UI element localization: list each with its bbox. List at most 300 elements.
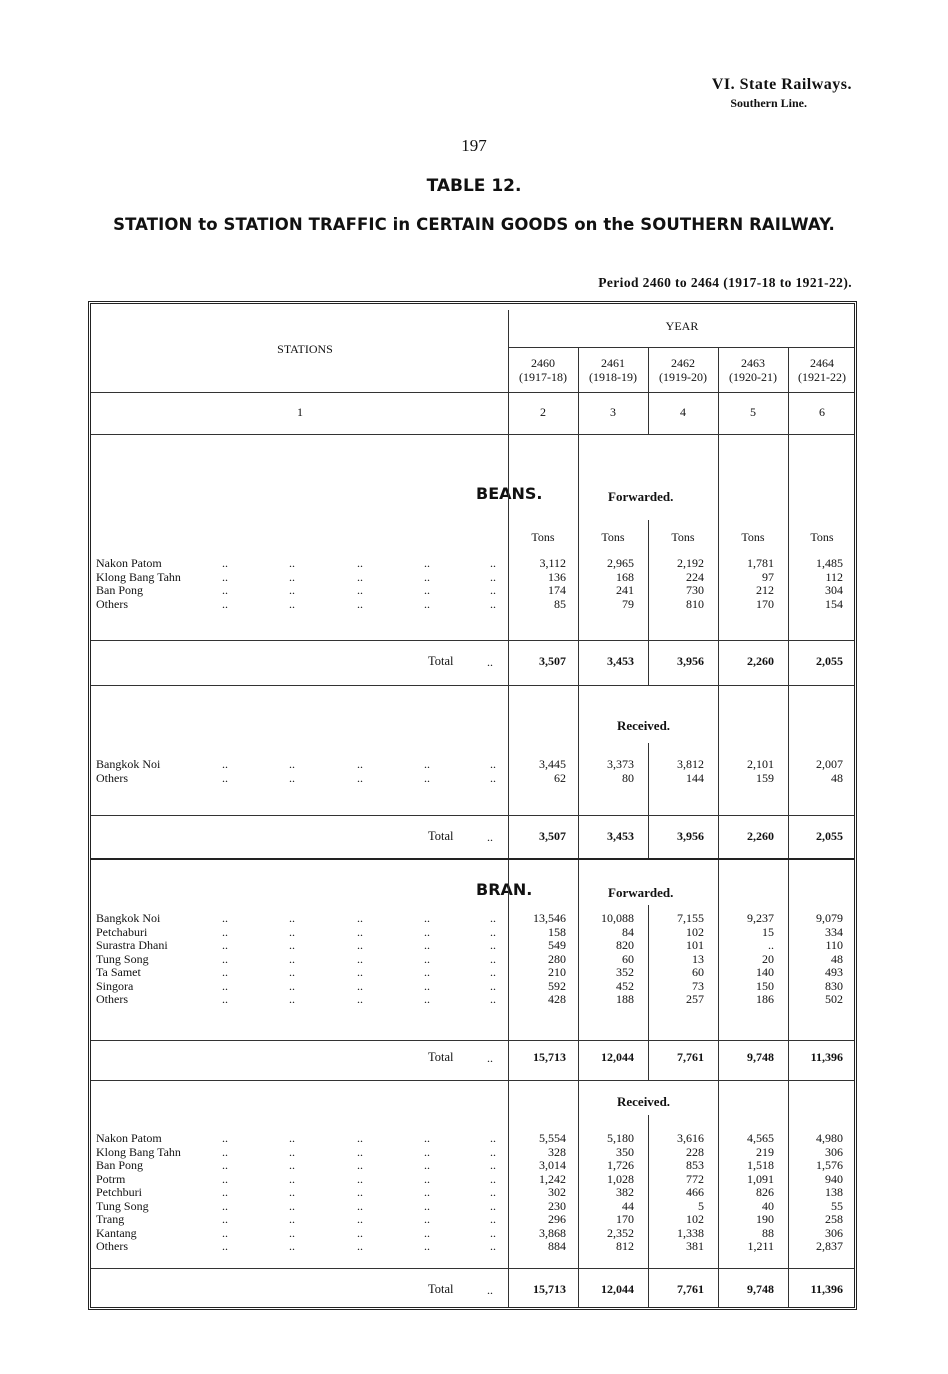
value-cell: 428 <box>548 992 566 1006</box>
year-be-2: 2461 <box>601 356 625 370</box>
year-be-1: 2460 <box>531 356 555 370</box>
value-cell: 304 <box>825 583 843 597</box>
total-label: Total <box>428 829 454 843</box>
leader-dots: .. <box>490 1158 496 1172</box>
station-name: Nakon Patom <box>96 1131 162 1145</box>
leader-dots: .. <box>490 1212 496 1226</box>
column-rule <box>648 1040 649 1080</box>
value-cell: 830 <box>825 978 843 993</box>
station-name: Potrm <box>96 1171 126 1186</box>
value-cell: 853 <box>686 1158 704 1172</box>
column-rule <box>788 640 789 685</box>
value-cell: 228 <box>686 1144 704 1159</box>
unit-label: Tons <box>810 530 834 544</box>
total-value: 12,044 <box>601 1282 634 1296</box>
value-cell: 7,155 <box>677 911 704 925</box>
leader-dots: .. <box>487 655 493 669</box>
total-value: 7,761 <box>677 1050 704 1064</box>
station-name: Ban Pong <box>96 1158 144 1172</box>
column-rule <box>648 743 649 815</box>
total-value: 12,044 <box>601 1050 634 1064</box>
value-cell: 174 <box>548 583 566 597</box>
column-rule <box>718 1268 719 1307</box>
station-name: Ta Samet <box>96 965 141 979</box>
leader-dots: .. <box>490 978 496 993</box>
leader-dots: .. <box>357 992 363 1006</box>
value-cell: 772 <box>686 1171 704 1186</box>
value-cell: 549 <box>548 938 566 952</box>
value-cell: 940 <box>825 1171 843 1186</box>
column-rule <box>718 435 719 640</box>
column-rule <box>788 1268 789 1307</box>
column-rule <box>578 815 579 858</box>
leader-dots: .. <box>289 911 295 925</box>
year-ce-3: (1919-20) <box>659 370 707 384</box>
leader-dots: .. <box>357 978 363 993</box>
total-value: 2,055 <box>816 829 843 843</box>
leader-dots: .. <box>222 938 228 952</box>
leader-dots: .. <box>357 770 363 785</box>
column-rule <box>788 860 789 1040</box>
value-cell: 102 <box>686 924 704 939</box>
year-header: YEAR <box>665 319 699 333</box>
stations-divider <box>508 310 509 1307</box>
value-cell: 3,112 <box>539 556 566 570</box>
leader-dots: .. <box>289 1198 295 1213</box>
value-cell: 1,576 <box>816 1158 843 1172</box>
header-rule <box>91 392 854 393</box>
value-cell: 257 <box>686 992 704 1006</box>
leader-dots: .. <box>289 978 295 993</box>
column-rule <box>718 685 719 815</box>
value-cell: 334 <box>825 924 843 939</box>
value-cell: 55 <box>831 1198 843 1213</box>
value-cell: 170 <box>756 596 774 611</box>
leader-dots: .. <box>289 569 295 584</box>
total-value: 3,453 <box>607 829 634 843</box>
total-label: Total <box>428 1050 454 1064</box>
leader-dots: .. <box>357 556 363 570</box>
total-rule <box>91 1268 854 1269</box>
value-cell: 60 <box>692 965 704 979</box>
value-cell: 3,014 <box>539 1158 566 1172</box>
value-cell: 168 <box>616 569 634 584</box>
leader-dots: .. <box>490 1131 496 1145</box>
value-cell: 2,192 <box>677 556 704 570</box>
value-cell: 20 <box>762 951 774 966</box>
station-name: Tung Song <box>96 1198 149 1213</box>
total-value: 15,713 <box>533 1050 566 1064</box>
station-name: Klong Bang Tahn <box>96 1144 181 1159</box>
leader-dots: .. <box>289 770 295 785</box>
value-cell: 4,980 <box>816 1131 843 1145</box>
total-value: 11,396 <box>810 1050 843 1064</box>
value-cell: 9,237 <box>747 911 774 925</box>
value-cell: 48 <box>831 951 843 966</box>
year-be-4: 2463 <box>741 356 765 370</box>
column-rule <box>578 1040 579 1080</box>
leader-dots: .. <box>222 1171 228 1186</box>
leader-dots: .. <box>222 924 228 939</box>
bran-received-label: Received. <box>617 1094 671 1109</box>
col-number-6: 6 <box>819 405 825 419</box>
total-value: 3,453 <box>607 654 634 668</box>
unit-label: Tons <box>531 530 555 544</box>
value-cell: 306 <box>825 1225 843 1240</box>
value-cell: 296 <box>548 1212 566 1226</box>
value-cell: 224 <box>686 569 704 584</box>
leader-dots: .. <box>490 1144 496 1159</box>
value-cell: 1,028 <box>607 1171 634 1186</box>
leader-dots: .. <box>222 556 228 570</box>
leader-dots: .. <box>289 951 295 966</box>
value-cell: 190 <box>756 1212 774 1226</box>
value-cell: 3,373 <box>607 757 634 771</box>
leader-dots: .. <box>357 1185 363 1199</box>
leader-dots: .. <box>357 951 363 966</box>
leader-dots: .. <box>424 1212 430 1226</box>
leader-dots: .. <box>289 1158 295 1172</box>
value-cell: 219 <box>756 1144 774 1159</box>
leader-dots: .. <box>487 830 493 844</box>
value-cell: 820 <box>616 938 634 952</box>
leader-dots: .. <box>222 569 228 584</box>
leader-dots: .. <box>490 1198 496 1213</box>
year-be-5: 2464 <box>810 356 834 370</box>
leader-dots: .. <box>487 1283 493 1297</box>
column-rule <box>788 435 789 640</box>
period-label: Period 2460 to 2464 (1917-18 to 1921-22). <box>598 275 852 290</box>
value-cell: 88 <box>762 1225 774 1240</box>
station-name: Bangkok Noi <box>96 911 161 925</box>
value-cell: .. <box>768 938 774 952</box>
leader-dots: .. <box>357 596 363 611</box>
leader-dots: .. <box>357 1158 363 1172</box>
value-cell: 158 <box>548 924 566 939</box>
leader-dots: .. <box>222 1198 228 1213</box>
total-rule <box>91 1080 854 1081</box>
value-cell: 9,079 <box>816 911 843 925</box>
leader-dots: .. <box>289 556 295 570</box>
total-value: 2,260 <box>747 654 774 668</box>
value-cell: 352 <box>616 965 634 979</box>
leader-dots: .. <box>357 1225 363 1240</box>
value-cell: 136 <box>548 569 566 584</box>
value-cell: 230 <box>548 1198 566 1213</box>
value-cell: 810 <box>686 596 704 611</box>
leader-dots: .. <box>424 569 430 584</box>
year-ce-2: (1918-19) <box>589 370 637 384</box>
value-cell: 306 <box>825 1144 843 1159</box>
column-rule <box>648 520 649 640</box>
value-cell: 302 <box>548 1185 566 1199</box>
leader-dots: .. <box>490 911 496 925</box>
page-number: 197 <box>461 136 487 155</box>
value-cell: 140 <box>756 965 774 979</box>
header-rule <box>91 434 854 435</box>
value-cell: 350 <box>616 1144 634 1159</box>
leader-dots: .. <box>222 1212 228 1226</box>
leader-dots: .. <box>490 596 496 611</box>
value-cell: 1,338 <box>677 1225 704 1240</box>
leader-dots: .. <box>357 938 363 952</box>
column-rule <box>648 640 649 685</box>
leader-dots: .. <box>357 1239 363 1253</box>
column-rule <box>788 685 789 815</box>
value-cell: 1,485 <box>816 556 843 570</box>
column-rule <box>648 905 649 1040</box>
leader-dots: .. <box>490 992 496 1006</box>
leader-dots: .. <box>424 556 430 570</box>
value-cell: 241 <box>616 583 634 597</box>
column-rule <box>648 1268 649 1307</box>
total-rule <box>91 1040 854 1041</box>
leader-dots: .. <box>424 911 430 925</box>
leader-dots: .. <box>357 583 363 597</box>
leader-dots: .. <box>222 978 228 993</box>
leader-dots: .. <box>424 938 430 952</box>
leader-dots: .. <box>222 1131 228 1145</box>
leader-dots: .. <box>357 1144 363 1159</box>
column-rule <box>578 1268 579 1307</box>
col-number-5: 5 <box>750 405 756 419</box>
value-cell: 1,211 <box>747 1239 774 1253</box>
leader-dots: .. <box>289 938 295 952</box>
value-cell: 112 <box>825 569 843 584</box>
station-name: Petchaburi <box>96 924 148 939</box>
total-rule <box>91 685 854 686</box>
table-title: TABLE 12. <box>426 176 522 196</box>
year-column-rule <box>718 347 719 435</box>
beans-forwarded-label: Forwarded. <box>608 489 674 504</box>
leader-dots: .. <box>424 965 430 979</box>
leader-dots: .. <box>357 965 363 979</box>
value-cell: 1,518 <box>747 1158 774 1172</box>
unit-label: Tons <box>671 530 695 544</box>
column-rule <box>578 860 579 1040</box>
value-cell: 826 <box>756 1185 774 1199</box>
station-name: Bangkok Noi <box>96 757 161 771</box>
leader-dots: .. <box>490 965 496 979</box>
value-cell: 502 <box>825 992 843 1006</box>
leader-dots: .. <box>424 1144 430 1159</box>
leader-dots: .. <box>289 1212 295 1226</box>
leader-dots: .. <box>289 757 295 771</box>
value-cell: 280 <box>548 951 566 966</box>
value-cell: 2,965 <box>607 556 634 570</box>
col-number-2: 2 <box>540 405 546 419</box>
section-title: VI. State Railways. <box>711 76 852 93</box>
value-cell: 382 <box>616 1185 634 1199</box>
leader-dots: .. <box>357 1131 363 1145</box>
commodity-beans: BEANS. <box>476 484 543 503</box>
column-rule <box>718 860 719 1040</box>
column-rule <box>578 435 579 640</box>
leader-dots: .. <box>222 770 228 785</box>
value-cell: 40 <box>762 1198 774 1213</box>
station-name: Others <box>96 770 128 785</box>
value-cell: 5 <box>698 1198 704 1213</box>
section-header <box>712 76 852 111</box>
column-rule <box>578 1080 579 1268</box>
total-value: 2,055 <box>816 654 843 668</box>
total-value: 9,748 <box>747 1050 774 1064</box>
section-rule <box>91 858 854 860</box>
leader-dots: .. <box>424 583 430 597</box>
col-number-1: 1 <box>297 405 303 419</box>
leader-dots: .. <box>289 965 295 979</box>
value-cell: 592 <box>548 978 566 993</box>
column-rule <box>788 1040 789 1080</box>
unit-label: Tons <box>741 530 765 544</box>
leader-dots: .. <box>222 1225 228 1240</box>
station-name: Petchburi <box>96 1185 142 1199</box>
leader-dots: .. <box>222 757 228 771</box>
station-name: Others <box>96 596 128 611</box>
value-cell: 466 <box>686 1185 704 1199</box>
value-cell: 62 <box>554 770 566 785</box>
leader-dots: .. <box>222 583 228 597</box>
station-name: Tung Song <box>96 951 149 966</box>
value-cell: 730 <box>686 583 704 597</box>
leader-dots: .. <box>357 757 363 771</box>
value-cell: 1,242 <box>539 1171 566 1186</box>
total-value: 2,260 <box>747 829 774 843</box>
leader-dots: .. <box>490 951 496 966</box>
total-value: 11,396 <box>810 1282 843 1296</box>
leader-dots: .. <box>289 924 295 939</box>
leader-dots: .. <box>490 1185 496 1199</box>
leader-dots: .. <box>490 757 496 771</box>
leader-dots: .. <box>424 1225 430 1240</box>
leader-dots: .. <box>424 992 430 1006</box>
value-cell: 5,554 <box>539 1131 566 1145</box>
line-subtitle: Southern Line. <box>730 96 807 110</box>
value-cell: 452 <box>616 978 634 993</box>
total-value: 9,748 <box>747 1282 774 1296</box>
value-cell: 150 <box>756 978 774 993</box>
total-value: 3,956 <box>677 829 704 843</box>
value-cell: 884 <box>548 1239 566 1253</box>
leader-dots: .. <box>490 938 496 952</box>
leader-dots: .. <box>289 1225 295 1240</box>
leader-dots: .. <box>424 596 430 611</box>
value-cell: 1,781 <box>747 556 774 570</box>
total-rule <box>91 815 854 816</box>
year-ce-1: (1917-18) <box>519 370 567 384</box>
leader-dots: .. <box>424 1131 430 1145</box>
leader-dots: .. <box>424 757 430 771</box>
leader-dots: .. <box>424 1239 430 1253</box>
value-cell: 2,837 <box>816 1239 843 1253</box>
station-name: Surastra Dhani <box>96 938 168 952</box>
leader-dots: .. <box>289 596 295 611</box>
total-rule <box>91 640 854 641</box>
value-cell: 44 <box>622 1198 634 1213</box>
value-cell: 15 <box>762 924 774 939</box>
leader-dots: .. <box>222 911 228 925</box>
value-cell: 1,726 <box>607 1158 634 1172</box>
column-rule <box>648 1115 649 1268</box>
leader-dots: .. <box>487 1051 493 1065</box>
value-cell: 812 <box>616 1239 634 1253</box>
total-value: 3,956 <box>677 654 704 668</box>
value-cell: 84 <box>622 924 634 939</box>
leader-dots: .. <box>357 1198 363 1213</box>
value-cell: 188 <box>616 992 634 1006</box>
column-rule <box>788 815 789 858</box>
total-value: 15,713 <box>533 1282 566 1296</box>
bran-forwarded-label: Forwarded. <box>608 885 674 900</box>
total-value: 3,507 <box>539 654 566 668</box>
column-rule <box>718 815 719 858</box>
value-cell: 85 <box>554 596 566 611</box>
leader-dots: .. <box>490 770 496 785</box>
station-name: Others <box>96 1239 128 1253</box>
leader-dots: .. <box>222 1185 228 1199</box>
value-cell: 3,868 <box>539 1225 566 1240</box>
column-rule <box>718 1040 719 1080</box>
leader-dots: .. <box>490 583 496 597</box>
beans-received-label: Received. <box>617 718 671 733</box>
leader-dots: .. <box>289 1239 295 1253</box>
value-cell: 79 <box>622 596 634 611</box>
value-cell: 258 <box>825 1212 843 1226</box>
total-value: 7,761 <box>677 1282 704 1296</box>
value-cell: 159 <box>756 770 774 785</box>
leader-dots: .. <box>357 1212 363 1226</box>
leader-dots: .. <box>222 596 228 611</box>
leader-dots: .. <box>357 1171 363 1186</box>
value-cell: 328 <box>548 1144 566 1159</box>
year-ce-4: (1920-21) <box>729 370 777 384</box>
value-cell: 13 <box>692 951 704 966</box>
leader-dots: .. <box>357 924 363 939</box>
traffic-table <box>88 301 857 1310</box>
leader-dots: .. <box>490 569 496 584</box>
total-label: Total <box>428 1282 454 1296</box>
leader-dots: .. <box>424 951 430 966</box>
column-rule <box>718 1080 719 1268</box>
leader-dots: .. <box>424 770 430 785</box>
station-name: Kantang <box>96 1225 137 1240</box>
leader-dots: .. <box>289 1144 295 1159</box>
stations-header: STATIONS <box>277 342 333 356</box>
value-cell: 2,352 <box>607 1225 634 1240</box>
value-cell: 138 <box>825 1185 843 1199</box>
value-cell: 493 <box>825 965 843 979</box>
value-cell: 101 <box>686 938 704 952</box>
unit-label: Tons <box>601 530 625 544</box>
leader-dots: .. <box>222 951 228 966</box>
station-name: Klong Bang Tahn <box>96 569 181 584</box>
value-cell: 60 <box>622 951 634 966</box>
leader-dots: .. <box>490 556 496 570</box>
value-cell: 102 <box>686 1212 704 1226</box>
leader-dots: .. <box>289 992 295 1006</box>
value-cell: 2,101 <box>747 757 774 771</box>
station-name: Others <box>96 992 128 1006</box>
value-cell: 5,180 <box>607 1131 634 1145</box>
leader-dots: .. <box>289 1171 295 1186</box>
leader-dots: .. <box>222 992 228 1006</box>
year-be-3: 2462 <box>671 356 695 370</box>
value-cell: 97 <box>762 569 774 584</box>
leader-dots: .. <box>289 1185 295 1199</box>
column-rule <box>788 1080 789 1268</box>
leader-dots: .. <box>424 978 430 993</box>
value-cell: 73 <box>692 978 704 993</box>
